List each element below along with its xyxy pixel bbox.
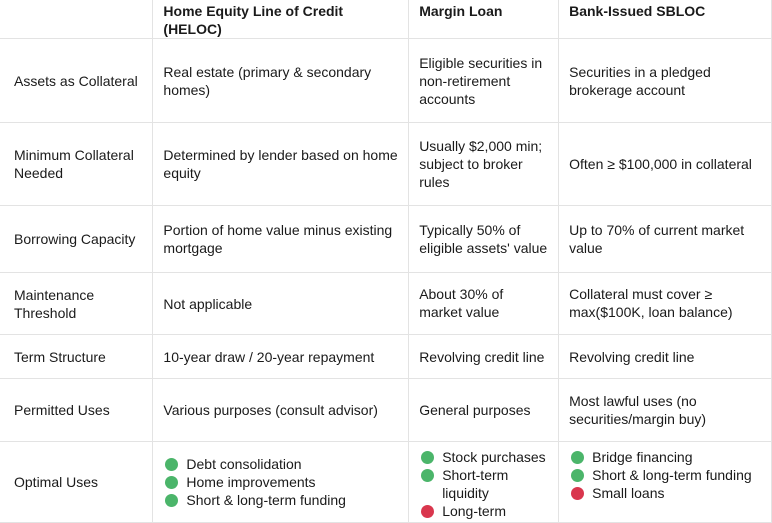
header-row xyxy=(0,0,772,39)
table-row xyxy=(0,206,772,273)
table-cell: Determined by lender based on home equity xyxy=(153,123,409,206)
list-item-text: Small loans xyxy=(592,485,665,501)
table-row xyxy=(0,123,772,206)
list-item xyxy=(569,466,761,484)
margin-uses-list xyxy=(419,448,548,520)
green-circle-icon xyxy=(571,469,584,482)
list-item-text: Bridge financing xyxy=(592,449,693,465)
row-label: Optimal Uses xyxy=(0,442,153,523)
list-item xyxy=(419,502,548,520)
table-cell-sbloc-uses xyxy=(559,442,772,523)
red-circle-icon xyxy=(421,505,434,518)
row-label: Maintenance Threshold xyxy=(0,273,153,335)
green-circle-icon xyxy=(421,469,434,482)
red-circle-icon xyxy=(571,487,584,500)
table-row xyxy=(0,379,772,442)
list-item xyxy=(419,466,548,502)
list-item xyxy=(163,473,398,491)
table-cell: Usually $2,000 min; subject to broker rules xyxy=(409,123,559,206)
row-label: Borrowing Capacity xyxy=(0,206,153,273)
green-circle-icon xyxy=(165,476,178,489)
table-row-optimal-uses xyxy=(0,442,772,523)
row-label: Permitted Uses xyxy=(0,379,153,442)
list-item xyxy=(163,491,398,509)
table-cell: Portion of home value minus existing mortgage xyxy=(153,206,409,273)
header-sbloc: Bank-Issued SBLOC xyxy=(559,0,772,39)
sbloc-uses-list xyxy=(569,448,761,502)
header-heloc: Home Equity Line of Credit (HELOC) xyxy=(153,0,409,39)
list-item xyxy=(569,448,761,466)
list-item-text: Short & long-term funding xyxy=(186,492,346,508)
green-circle-icon xyxy=(165,458,178,471)
list-item-text: Short-term liquidity xyxy=(442,467,509,501)
table-cell: Real estate (primary & secondary homes) xyxy=(153,39,409,123)
header-margin-loan: Margin Loan xyxy=(409,0,559,39)
list-item xyxy=(569,484,761,502)
table-cell: Eligible securities in non-retirement accounts xyxy=(409,39,559,123)
list-item xyxy=(419,448,548,466)
heloc-uses-list xyxy=(163,455,398,509)
green-circle-icon xyxy=(571,451,584,464)
table-cell: Up to 70% of current market value xyxy=(559,206,772,273)
table-cell: Typically 50% of eligible assets' value xyxy=(409,206,559,273)
table-cell: Not applicable xyxy=(153,273,409,335)
table-row xyxy=(0,335,772,379)
green-circle-icon xyxy=(421,451,434,464)
list-item-text: Short & long-term funding xyxy=(592,467,752,483)
table-cell: Revolving credit line xyxy=(409,335,559,379)
table-cell: Revolving credit line xyxy=(559,335,772,379)
table-cell: Often ≥ $100,000 in collateral xyxy=(559,123,772,206)
list-item-text: Long-term xyxy=(442,503,506,519)
list-item-text: Home improvements xyxy=(186,474,316,490)
list-item-text: Debt consolidation xyxy=(186,456,302,472)
header-blank xyxy=(0,0,153,39)
list-item xyxy=(163,455,398,473)
table-cell: Securities in a pledged brokerage account xyxy=(559,39,772,123)
list-item-text: Stock purchases xyxy=(442,449,546,465)
table-cell: About 30% of market value xyxy=(409,273,559,335)
table-cell: Various purposes (consult advisor) xyxy=(153,379,409,442)
green-circle-icon xyxy=(165,494,178,507)
row-label: Minimum Collateral Needed xyxy=(0,123,153,206)
table-cell: General purposes xyxy=(409,379,559,442)
table-cell: Collateral must cover ≥ max($100K, loan balance) xyxy=(559,273,772,335)
table-cell-heloc-uses xyxy=(153,442,409,523)
table-row xyxy=(0,273,772,335)
table-cell-margin-uses xyxy=(409,442,559,523)
row-label: Term Structure xyxy=(0,335,153,379)
table-cell: Most lawful uses (no securities/margin buy) xyxy=(559,379,772,442)
table-cell: 10-year draw / 20-year repayment xyxy=(153,335,409,379)
row-label: Assets as Collateral xyxy=(0,39,153,123)
table-row xyxy=(0,39,772,123)
